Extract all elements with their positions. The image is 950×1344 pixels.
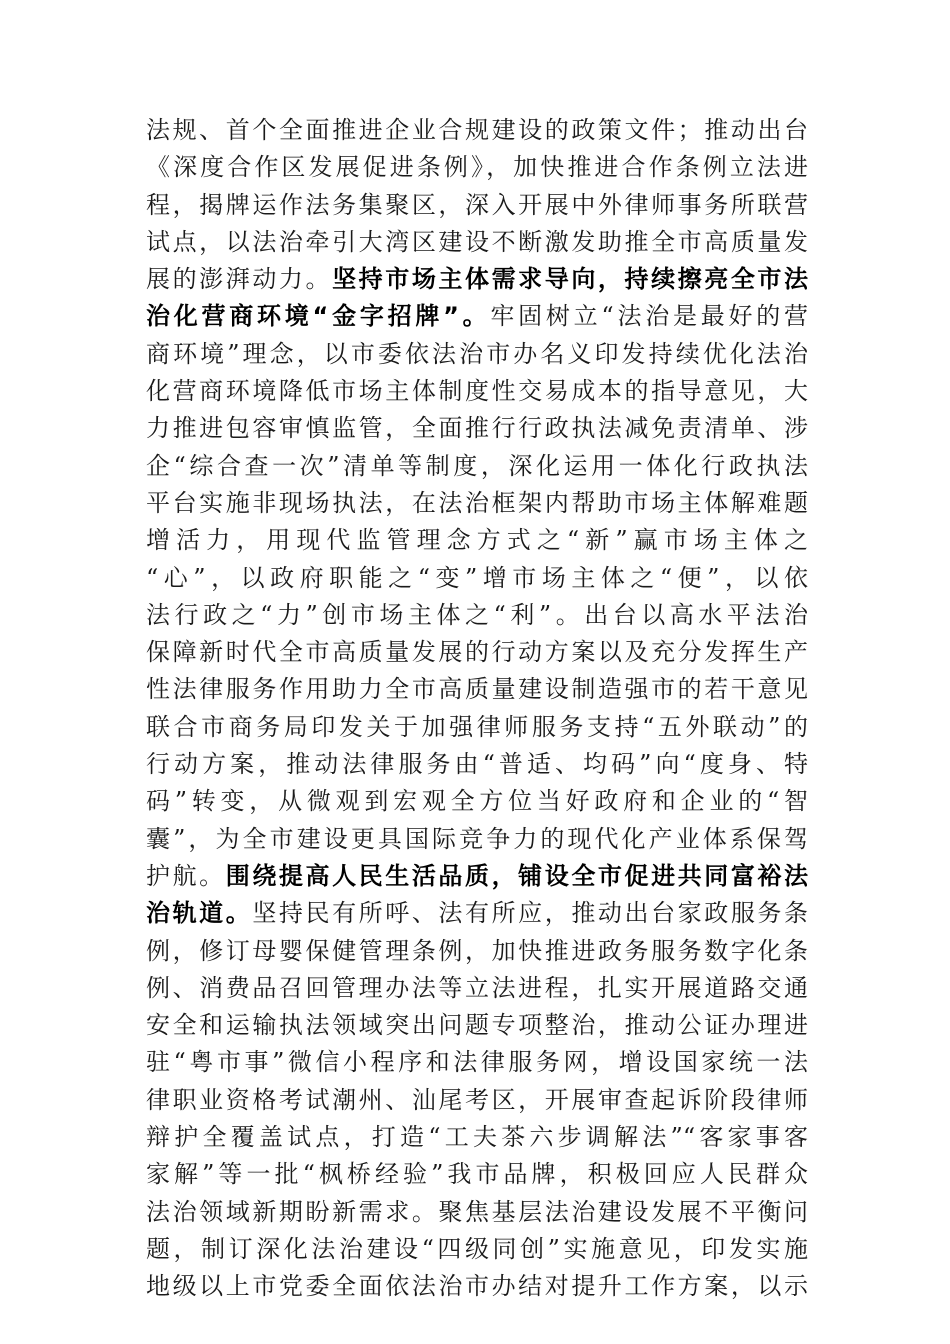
text-line: [146, 485, 808, 522]
text-line: [146, 746, 808, 783]
text-run: 律职业资格考试潮州、汕尾考区，开展审查起诉阶段律师: [146, 1085, 808, 1114]
text-run: 程，揭牌运作法务集聚区，深入开展中外律师事务所联营: [146, 190, 808, 219]
text-line: [146, 149, 808, 186]
text-run: 例，修订母婴保健管理条例，加快推进政务服务数字化条: [146, 936, 808, 965]
text-line: [146, 560, 808, 597]
text-run: 企“综合查一次”清单等制度，深化运用一体化行政执法: [146, 451, 808, 480]
text-run: 牢固树立“法治是最好的营: [490, 302, 808, 331]
text-line: [146, 634, 808, 671]
text-line: [146, 1268, 808, 1305]
text-line: [146, 970, 808, 1007]
text-line: [146, 895, 808, 932]
text-line: [146, 187, 808, 224]
text-line: [146, 1231, 808, 1268]
text-run: 增活力，用现代监管理念方式之“新”赢市场主体之: [146, 526, 808, 555]
text-run: 码”转变，从微观到宏观全方位当好政府和企业的“智: [146, 787, 808, 816]
text-run: 联合市商务局印发关于加强律师服务支持“五外联动”的: [146, 712, 808, 741]
text-run: 法治领域新期盼新需求。聚焦基层法治建设发展不平衡问: [146, 1197, 808, 1226]
text-line: [146, 224, 808, 261]
text-run: 法行政之“力”创市场主体之“利”。出台以高水平法治: [146, 600, 808, 629]
text-line: [146, 1156, 808, 1193]
text-run: 商环境”理念，以市委依法治市办名义印发持续优化法治: [146, 339, 808, 368]
text-line: [146, 1082, 808, 1119]
text-run: 题，制订深化法治建设“四级同创”实施意见，印发实施: [146, 1234, 808, 1263]
bold-heading-run: 治化营商环境“金字招牌”。: [146, 302, 491, 331]
text-line: [146, 1194, 808, 1231]
text-line: [146, 112, 808, 149]
bold-heading-run: 坚持市场主体需求导向，持续擦亮全市法: [332, 265, 808, 294]
text-line: [146, 933, 808, 970]
text-line: [146, 448, 808, 485]
text-line: [146, 1044, 808, 1081]
text-run: 展的澎湃动力。: [146, 265, 333, 294]
text-line: [146, 522, 808, 559]
text-run: 力推进包容审慎监管，全面推行行政执法减免责清单、涉: [146, 414, 808, 443]
text-run: 辩护全覆盖试点，打造“工夫茶六步调解法”“客家事客: [146, 1123, 808, 1152]
text-line: [146, 597, 808, 634]
text-run: 化营商环境降低市场主体制度性交易成本的指导意见，大: [146, 377, 808, 406]
text-run: 地级以上市党委全面依法治市办结对提升工作方案，以示: [146, 1272, 808, 1301]
text-run: 例、消费品召回管理办法等立法进程，扎实开展道路交通: [146, 973, 808, 1002]
text-run: 平台实施非现场执法，在法治框架内帮助市场主体解难题: [146, 488, 808, 517]
text-line: [146, 410, 808, 447]
text-line: [146, 1007, 808, 1044]
text-run: 家解”等一批“枫桥经验”我市品牌，积极回应人民群众: [146, 1160, 808, 1189]
text-run: 驻“粤市事”微信小程序和法律服务网，增设国家统一法: [146, 1048, 808, 1077]
text-run: 囊”，为全市建设更具国际竞争力的现代化产业体系保驾: [146, 824, 808, 853]
text-run: 坚持民有所呼、法有所应，推动出台家政服务条: [252, 899, 808, 928]
text-line: [146, 261, 808, 298]
text-line: [146, 336, 808, 373]
text-run: 法规、首个全面推进企业合规建设的政策文件；推动出台: [146, 116, 808, 144]
text-run: 试点，以法治牵引大湾区建设不断激发助推全市高质量发: [146, 227, 808, 256]
text-run: 行动方案，推动法律服务由“普适、均码”向“度身、特: [146, 750, 808, 779]
text-run: 护航。: [146, 861, 226, 890]
text-run: 性法律服务作用助力全市高质量建设制造强市的若干意见: [146, 675, 808, 704]
text-line: [146, 1119, 808, 1156]
text-line: [146, 373, 808, 410]
bold-heading-run: 治轨道。: [146, 899, 253, 928]
text-run: 安全和运输执法领域突出问题专项整治，推动公证办理进: [146, 1011, 808, 1040]
text-run: 《深度合作区发展促进条例》，加快推进合作条例立法进: [146, 153, 808, 182]
text-run: “心”，以政府职能之“变”增市场主体之“便”，以依: [146, 563, 808, 592]
body-text: [146, 112, 808, 1306]
text-line: [146, 821, 808, 858]
text-line: [146, 298, 808, 335]
text-line: [146, 858, 808, 895]
text-line: [146, 671, 808, 708]
bold-heading-run: 围绕提高人民生活品质，铺设全市促进共同富裕法: [225, 861, 808, 890]
text-line: [146, 783, 808, 820]
text-line: [146, 709, 808, 746]
text-run: 保障新时代全市高质量发展的行动方案以及充分发挥生产: [146, 638, 808, 667]
